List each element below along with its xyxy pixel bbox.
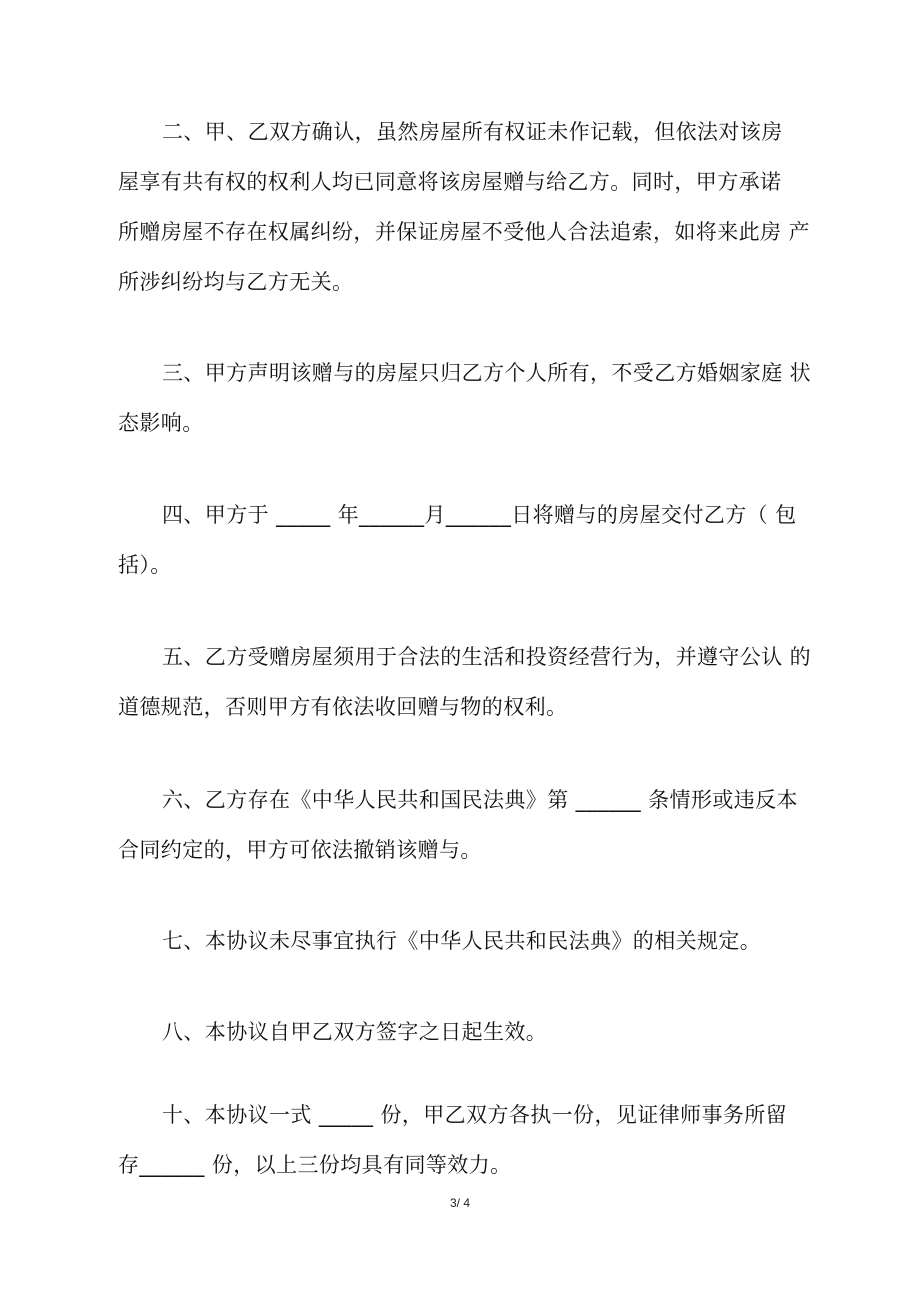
clause-7-line-1: 七、本协议未尽事宜执行《中华人民共和民法典》的相关规定。 [162, 929, 762, 953]
clause-5-line-1: 五、乙方受赠房屋须用于合法的生活和投资经营行为，并遵守公认 的 [162, 645, 812, 669]
clause-3-line-1: 三、甲方声明该赠与的房屋只归乙方个人所有，不受乙方婚姻家庭 状 [162, 361, 812, 385]
clause-4-line-2: 括）。 [118, 553, 172, 577]
clause-4-line-1: 四、甲方于 _____ 年______月______日将赠与的房屋交付乙方（ 包 [162, 503, 797, 527]
clause-6-line-1: 六、乙方存在《中华人民共和国民法典》第 ______ 条情形或违反本 [162, 788, 798, 812]
clause-2-line-3: 所赠房屋不存在权属纠纷，并保证房屋不受他人合法追索，如将来此房 产 [118, 220, 810, 244]
clause-6-line-2: 合同约定的，甲方可依法撤销该赠与。 [118, 838, 482, 862]
clause-2-line-4: 所涉纠纷均与乙方无关。 [118, 270, 354, 294]
clause-2-line-2: 屋享有共有权的权利人均已同意将该房屋赠与给乙方。同时，甲方承诺 [118, 170, 782, 194]
clause-3-line-2: 态影响。 [118, 411, 204, 435]
clause-10-line-1: 十、本协议一式 _____ 份，甲乙双方各执一份，见证律师事务所留 [162, 1103, 788, 1127]
clause-5-line-2: 道德规范，否则甲方有依法收回赠与物的权利。 [118, 695, 568, 719]
clause-2-line-1: 二、甲、乙双方确认，虽然房屋所有权证未作记载，但依法对该房 [162, 120, 783, 144]
clause-8-line-1: 八、本协议自甲乙双方签字之日起生效。 [162, 1020, 548, 1044]
clause-10-line-2: 存______ 份，以上三份均具有同等效力。 [118, 1153, 512, 1177]
page-number: 3/ 4 [449, 1196, 470, 1210]
